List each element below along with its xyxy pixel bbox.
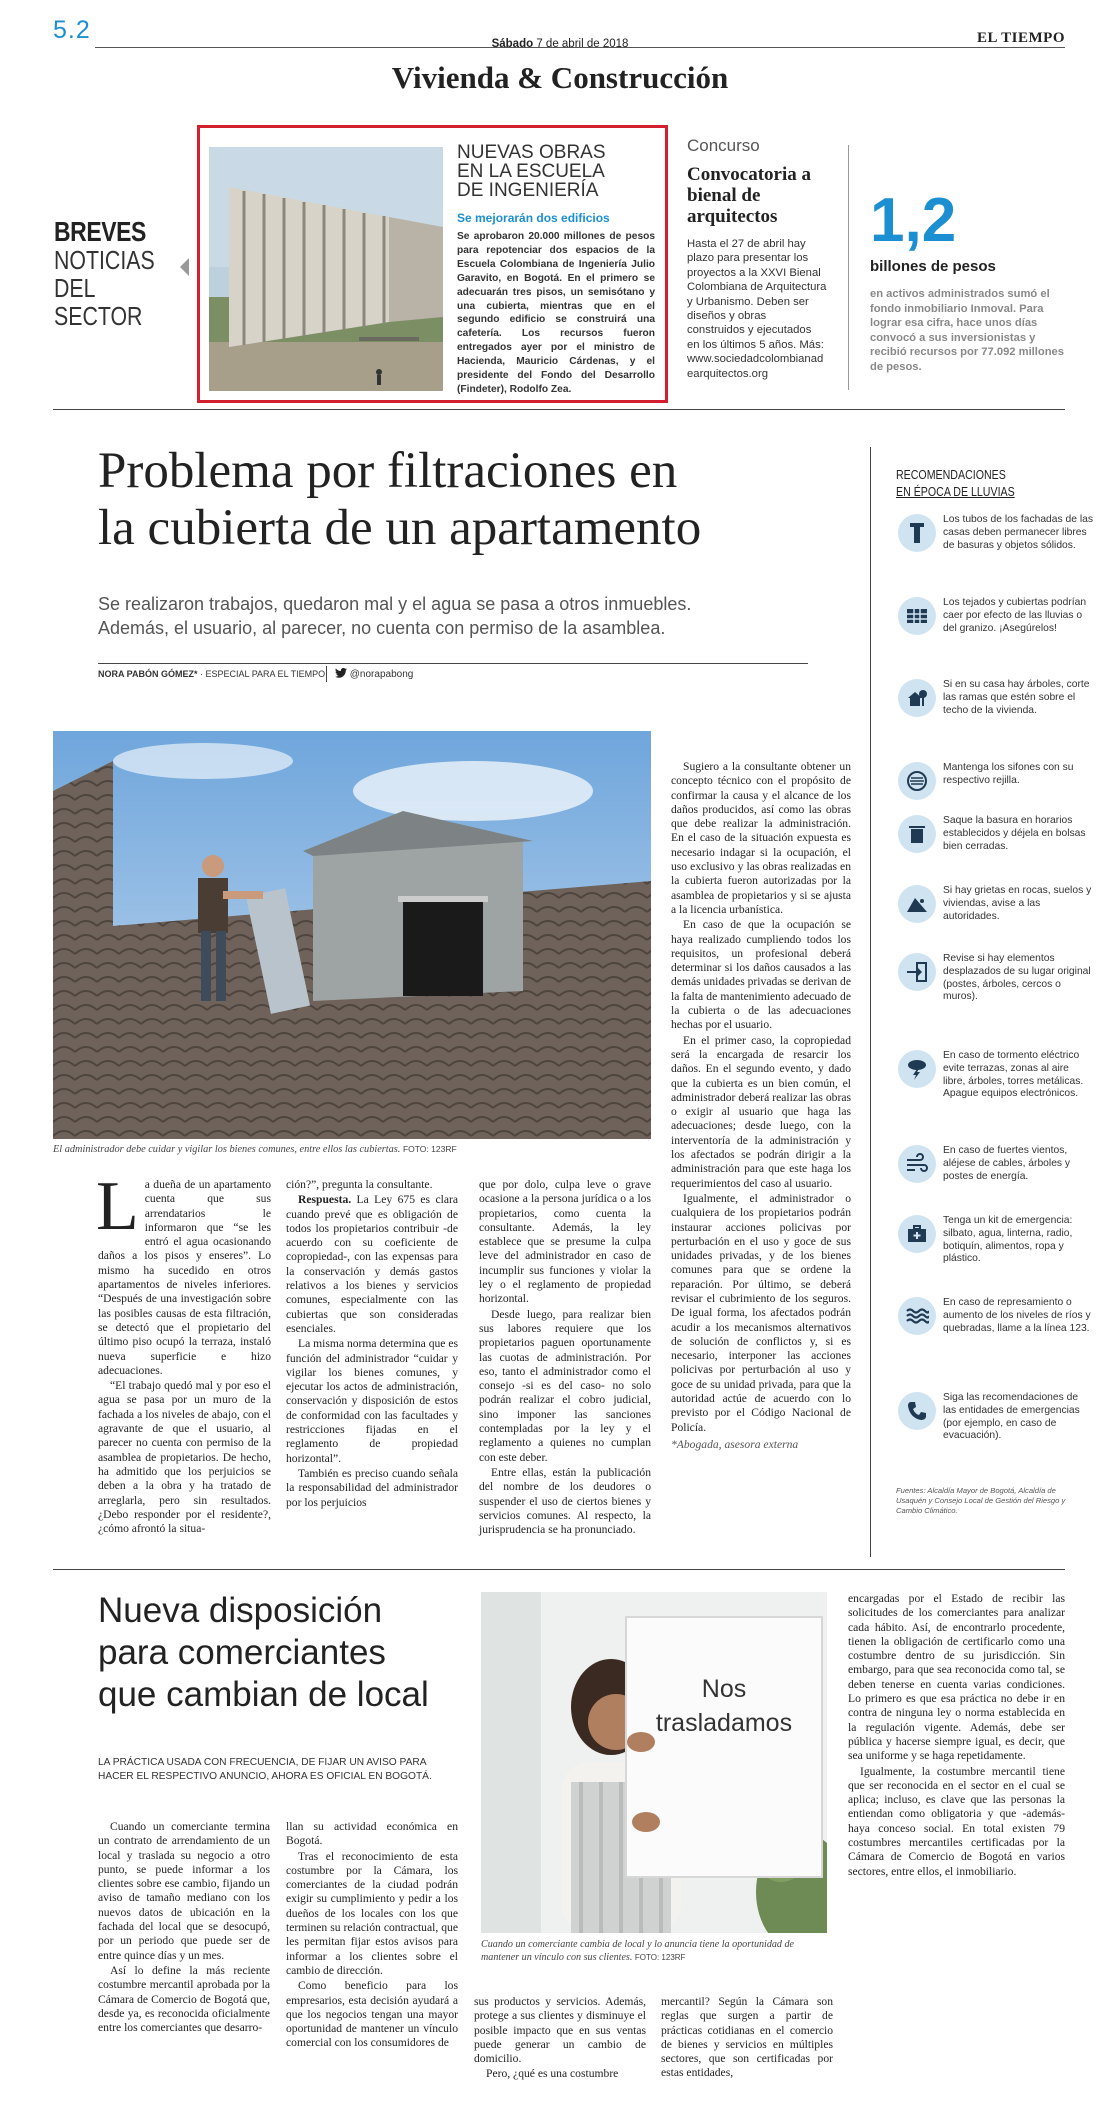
tip-1-text: Los tubos de los fachadas de las casas deben permanecer libres de basuras y objetos sólidos. (943, 514, 1093, 551)
second-col-5-p1: encargadas por el Estado de recibir las solicitudes de los comerciantes para analizar cada hábito. Así, de encontrarlo procedente, tienen la obligación de certificarlo como una costumbre dentro de su jurisdicción. Sin embargo, para que sea reconocida como tal, se deben tenerse en cuenta varias condiciones. Lo primero es que esa práctica no debe ir en contra de ninguna ley o norma establecida en la regulación vigente. Además, debe ser pública y hacerse siempre igual, es decir, que sea uniforme y se haga repetidamente. (848, 1592, 1065, 1763)
concurso-body: Hasta el 27 de abril hay plazo para presentar los proyectos a la XXVI Bienal Colombiana de Arquitectura y Urbanismo. Deben ser diseños y obras construidos y ejecutados en los últimos 5 años. Más: www.sociedadcolombianadearquitectos.org (687, 238, 827, 380)
main-col-3-p3: Entre ellas, están la publicación del nombre de los deudores o suspender el uso de ciertos bienes y servicios comunes. Al respecto, la jurisprudencia se ha pronunciado. (479, 1465, 651, 1537)
stat-number: 1,2 (870, 186, 957, 255)
building-illustration (209, 147, 443, 391)
roof-worker-photo (53, 731, 651, 1139)
concurso-kicker: Concurso (687, 136, 760, 155)
byline-divider (326, 666, 327, 682)
breves-divider (848, 145, 849, 390)
breves-label (54, 218, 184, 330)
main-deck-line-2: Además, el usuario, al parecer, no cuenta con permiso de la asamblea. (98, 618, 666, 638)
twitter-byline[interactable] (335, 668, 413, 680)
breves-subtitle-2: DEL SECTOR (54, 273, 143, 331)
main-deck-line-1: Se realizaron trabajos, quedaron mal y el agua se pasa a otros inmuebles. (98, 594, 692, 614)
second-headline-line-1: Nueva disposición (98, 1591, 383, 1630)
main-col-1-p1: a dueña de un apartamento cuenta que sus arrendatarios le informaron que “se les entró el agua ocasionando daños a los pisos y enseres”. Lo mismo ha sucedido en otros apartamentos de niveles inferiores. “Después de una investigación sobre las posibles causas de esta filtración, se detectó que el propietario del último piso ocupó la terraza, instaló nueva superficie e hizo adecuaciones. (98, 1178, 271, 1377)
dropcap: L (96, 1168, 139, 1245)
main-col-1 (96, 1168, 271, 1537)
trash-bin-icon (898, 815, 936, 853)
second-col-1 (98, 1820, 270, 2036)
tip-8-text: En caso de tormento eléctrico evite terrazas, zonas al aire libre, árboles, torres metálicas. Apague equipos electrónicos. (943, 1050, 1084, 1100)
second-headline (98, 1590, 478, 1716)
tip-6-text: Si hay grietas en rocas, suelos y viviendas, avise a las autoridades. (943, 885, 1092, 922)
byline (98, 669, 325, 679)
tip-10-text: Tenga un kit de emergencia: silbato, agua, linterna, radio, botiquín, alimentos, ropa y plástico. (943, 1215, 1073, 1265)
second-deck (98, 1756, 478, 1783)
main-col-2 (286, 1178, 458, 1511)
featured-headline-line-1: NUEVAS OBRAS (457, 142, 606, 163)
main-col-3 (479, 1178, 651, 1538)
sidebar-title-line-2: EN ÉPOCA DE LLUVIAS (896, 485, 1015, 499)
second-deck-line-2: HACER EL RESPECTIVO ANUNCIO, AHORA ES OFICIAL EN BOGOTÁ. (98, 1770, 432, 1782)
second-col-5 (848, 1592, 1065, 1880)
tip-2-text: Los tejados y cubiertas podrían caer por efecto de las lluvias o del granizo. ¡Asegúrelos! (943, 597, 1087, 634)
main-col-3-p1: que por dolo, culpa leve o grave ocasione a la persona jurídica o a los propietarios, como cuenta la consultante. Además, la ley establece que se presume la culpa leve del administrador en caso de incumplir sus funciones y violar la ley o el reglamento de propiedad horizontal. (479, 1178, 651, 1306)
engineering-school-photo (209, 147, 443, 391)
byline-name: NORA PABÓN GÓMEZ* (98, 669, 198, 679)
featured-subhead: Se mejorarán dos edificios (457, 211, 610, 225)
main-col-4-p4: Igualmente, el administrador o cualquiera de los propietarios podrán instaurar acciones policivas por perturbación en el uso y goce de sus unidades privadas, y de los bienes comunes para que se ordene la reparación. Por último, se deberá revisar el cubrimiento de los seguros. De igual forma, los afectados podrán acudir a los mecanismos alternativos de solución de conflictos y, si es necesario, interponer las acciones policivas por perturbación al uso y goce de su unidad privada, para que la autoridad actúe de acuerdo con lo previsto por el Código Nacional de Policía. (671, 1191, 851, 1434)
tip-12-text: Siga las recomendaciones de las entidades de emergencias (por ejemplo, en caso de evacuación). (943, 1392, 1080, 1442)
main-caption-credit: FOTO: 123RF (402, 1144, 457, 1154)
door-exit-icon (898, 953, 936, 991)
second-col-4-p1: mercantil? Según la Cámara son reglas que surgen a partir de prácticas cotidianas en el comercio de bienes y servicios en múltiples sectores, que son certificadas por estas entidades, (661, 1995, 833, 2080)
tip-4-text: Mantenga los sifones con su respectivo rejilla. (943, 762, 1074, 786)
moving-sign-illustration (481, 1592, 827, 1933)
main-col-2-p1: La Ley 675 es clara cuando prevé que es obligación de todos los propietarios contribuir -de acuerdo con su coeficiente de copropiedad-, con las expensas para la conservación y demás gastos relativos a los bienes y servicios comunes, especialmente con las cubiertas que son consideradas esenciales. (286, 1193, 458, 1335)
main-col-4-p3: En el primer caso, la copropiedad será la encargada de resarcir los daños. En el segundo evento, y dado que la cubierta es un bien común, el administrador deberá realizar las obras o exigir al usuario que haga las adecuaciones; desde luego, con la interventoría de la administración y los afectados se podrán dirigir a la administración para que este haga los requerimientos del caso al usuario. (671, 1033, 851, 1190)
lightning-storm-icon (898, 1050, 936, 1088)
masthead-day: Sábado (491, 38, 534, 50)
main-caption-text: El administrador debe cuidar y vigilar los bienes comunes, entre ellos las cubiertas. (53, 1144, 401, 1155)
featured-brief-frame[interactable] (197, 125, 668, 403)
main-col-2-lead: Respuesta. (298, 1193, 352, 1207)
breves-bottom-rule (53, 409, 1065, 410)
main-col-1-p2: “El trabajo quedó mal y por eso el agua se pasa por un muro de la fachada a los niveles de abajo, con el agravante de que el usuario, al parecer no cuenta con permiso de la asamblea de propietarios. De hecho, ha admitido que los perjuicios se deben a la obra y ha tratado de arreglarla, pero sin resultados. ¿Debo responder por el residente?, ¿cómo afrontó la situa- (98, 1379, 271, 1536)
breves-title: BREVES (54, 216, 146, 247)
concurso-headline: Convocatoria a bienal de arquitectos (687, 164, 812, 227)
landslide-icon (898, 885, 936, 923)
tip-9-text: En caso de fuertes vientos, aléjese de cables, árboles y postes de energía. (943, 1145, 1071, 1182)
byline-role: · ESPECIAL PARA EL TIEMPO (200, 669, 326, 679)
main-col-2-p3: También es preciso cuando señala la responsabilidad del administrador por los perjuicios (286, 1466, 458, 1509)
emergency-kit-icon (898, 1215, 936, 1253)
author-note: *Abogada, asesora externa (671, 1437, 799, 1451)
sidebar-divider (870, 447, 871, 1557)
wind-icon (898, 1145, 936, 1183)
second-col-2 (286, 1820, 458, 2052)
moving-sign-photo (481, 1592, 827, 1933)
page-number: 5.2 (53, 16, 91, 44)
second-col-4 (661, 1995, 833, 2082)
masthead-date-text: 7 de abril de 2018 (536, 38, 629, 50)
main-photo-caption (53, 1144, 673, 1155)
second-col-3 (474, 1995, 646, 2083)
second-caption-text: Cuando un comerciante cambia de local y lo anuncia tiene la oportunidad de mantener un vínculo con sus clientes. (481, 1939, 795, 1963)
stat-body: en activos administrados sumó el fondo inmobiliario Inmoval. Para lograr esa cifra, hace unos días convocó a sus inversionistas y recibió recursos por 77.092 millones de pesos. (870, 288, 1065, 373)
main-col-3-p2: Desde luego, para realizar bien sus labores requiere que los propietarios paguen oportunamente las cuotas de administración. Por eso, tanto el administrador como el consejo -si es del caso- no solo podrán realizar el cobro judicial, sino imponer las sanciones contempladas por la ley y el reglamento a quienes no cumplan con este deber. (479, 1307, 651, 1464)
main-headline-line-2: la cubierta de un apartamento (98, 500, 702, 556)
main-col-4 (671, 760, 851, 1453)
gutter-icon (898, 514, 936, 552)
moving-sign-text (626, 1672, 822, 1740)
featured-body: Se aprobaron 20.000 millones de pesos para repotenciar dos espacios de la Escuela Colombiana de Ingeniería Julio Garavito, en Bogotá. En el primero se adecuarán tres pisos, un semisótano y una cubierta, mientras que en el segundo edificio se construirá una cafetería. Los recursos fueron entregados ayer por el ministro de Hacienda, Mauricio Cárdenas, y el presidente del Fondo del Desarrollo (Findeter), Rodolfo Zea. (457, 231, 655, 395)
main-col-2-p0: ción?”, pregunta la consultante. (286, 1178, 433, 1191)
phone-alert-icon (898, 1392, 936, 1430)
masthead-date (440, 38, 680, 50)
featured-headline (457, 143, 657, 200)
main-headline (98, 443, 858, 557)
roof-illustration (53, 731, 651, 1139)
twitter-handle: @norapabong (349, 669, 414, 680)
second-col-2-p3: Como beneficio para los empresarios, esta decisión ayudará a que los negocios tengan una mayor oportunidad de mantener un vínculo comercial con los consumidores de (286, 1979, 458, 2050)
moving-sign-line-2: trasladamos (655, 1709, 793, 1737)
byline-rule (98, 663, 808, 664)
second-col-1-p2: Así lo define la más reciente costumbre mercantil aprobada por la Cámara de Comercio de Bogotá que, desde ya, es reconocida oficialmente entre los comerciantes que desarro- (98, 1963, 270, 2035)
main-bottom-rule (53, 1569, 1065, 1570)
second-deck-line-1: LA PRÁCTICA USADA CON FRECUENCIA, DE FIJAR UN AVISO PARA (98, 1757, 427, 1768)
tip-7-text: Revise si hay elementos desplazados de su lugar original (postes, árboles, cercos o muros). (943, 953, 1091, 1003)
second-caption-credit: FOTO: 123RF (634, 1952, 686, 1962)
second-photo-caption (481, 1939, 827, 1964)
second-col-2-p1: llan su actividad económica en Bogotá. (286, 1820, 458, 1848)
sidebar-title-line-1: RECOMENDACIONES (896, 468, 1006, 482)
second-col-3-p1: sus productos y servicios. Además, protege a sus clientes y disminuye el posible impacto que en sus ventas puede generar un cambio de domicilio. (474, 1995, 646, 2066)
featured-headline-line-2: EN LA ESCUELA (457, 161, 605, 182)
sidebar-title (896, 467, 1036, 501)
second-col-5-p2: Igualmente, la costumbre mercantil tiene que ser reconocida en el sector en el cual se aplica; incluso, es clave que las personas la entiendan como obligatoria y que -además- haya conceso social. En total existen 79 costumbres mercantiles certificadas por la Cámara de Comercio de Bogotá en varios sectores, entre ellos, el inmobiliario. (848, 1764, 1065, 1878)
main-col-4-p1: Sugiero a la consultante obtener un concepto técnico con el propósito de confirmar la causa y el alcance de los daños producidos, así como las obras que debe realizar la administración. En el caso de la situación expuesta es necesario indagar si la ocupación, el uso exclusivo y las obras realizadas en la cubierta fueron autorizadas por la asamblea de propietarios y si se ajusta a la licencia urbanística. (671, 760, 851, 916)
tip-5-text: Saque la basura en horarios establecidos y déjela en bolsas bien cerradas. (943, 815, 1086, 852)
second-col-1-p1: Cuando un comerciante termina un contrato de arrendamiento de un local y traslada su negocio a otro punto, se puede informar a los clientes sobre ese cambio, fijando un aviso de tamaño mediano con los nuevos datos de ubicación en la fachada del local que se desocupó, por un periodo que puede ser de entre quince días y un mes. (98, 1820, 270, 1962)
second-col-2-p2: Tras el reconocimiento de esta costumbre por la Cámara, los comerciantes de la ciudad podrán exigir su cumplimiento y pedir a los dueños de los locales con los que terminen su relación contractual, que les permitan fijar estos avisos para informar a los clientes sobre el cambio de dirección. (286, 1849, 458, 1977)
main-col-4-p2: En caso de que la ocupación se haya realizado cumpliendo todos los requisitos, un profesional deberá determinar si los daños causados a las demás unidades privadas se derivan de la falta de mantenimiento adecuado de la cubierta o de las adecuaciones hechas por el usuario. (671, 918, 851, 1032)
main-deck (98, 592, 838, 640)
concurso-brief (687, 136, 827, 381)
tree-house-icon (898, 679, 936, 717)
roof-tiles-icon (898, 597, 936, 635)
moving-sign-line-1: Nos (701, 1675, 747, 1703)
second-headline-line-3: que cambian de local (98, 1675, 429, 1714)
brand-logo: EL TIEMPO (977, 30, 1065, 46)
stat-label: billones de pesos (870, 258, 996, 275)
main-headline-line-1: Problema por filtraciones en (98, 443, 678, 499)
flood-waves-icon (898, 1297, 936, 1335)
sidebar-source: Fuentes: Alcaldía Mayor de Bogotá, Alcaldía de Usaquén y Consejo Local de Gestión del Riesgo y Cambio Climático. (896, 1486, 1066, 1515)
breves-subtitle-1: NOTICIAS (54, 245, 155, 275)
twitter-icon (335, 668, 347, 678)
main-col-2-p2: La misma norma determina que es función del administrador “cuidar y vigilar los bienes comunes, y ejecutar los actos de administración, conservación y disposición de estos de conformidad con las facultades y restricciones fijadas en el reglamento de propiedad horizontal”. (286, 1337, 459, 1465)
second-headline-line-2: para comerciantes (98, 1633, 386, 1672)
featured-headline-line-3: DE INGENIERÍA (457, 180, 599, 201)
section-title: Vivienda & Construcción (391, 60, 729, 95)
tip-11-text: En caso de represamiento o aumento de los niveles de ríos y quebradas, llame a la línea 123. (943, 1297, 1091, 1334)
breves-pointer (180, 258, 189, 276)
drain-icon (898, 762, 936, 800)
second-col-3-p2: Pero, ¿qué es una costumbre (486, 2067, 619, 2081)
tip-3-text: Si en su casa hay árboles, corte las ramas que estén sobre el techo de la vivienda. (943, 679, 1090, 716)
stat-brief (870, 186, 1065, 374)
